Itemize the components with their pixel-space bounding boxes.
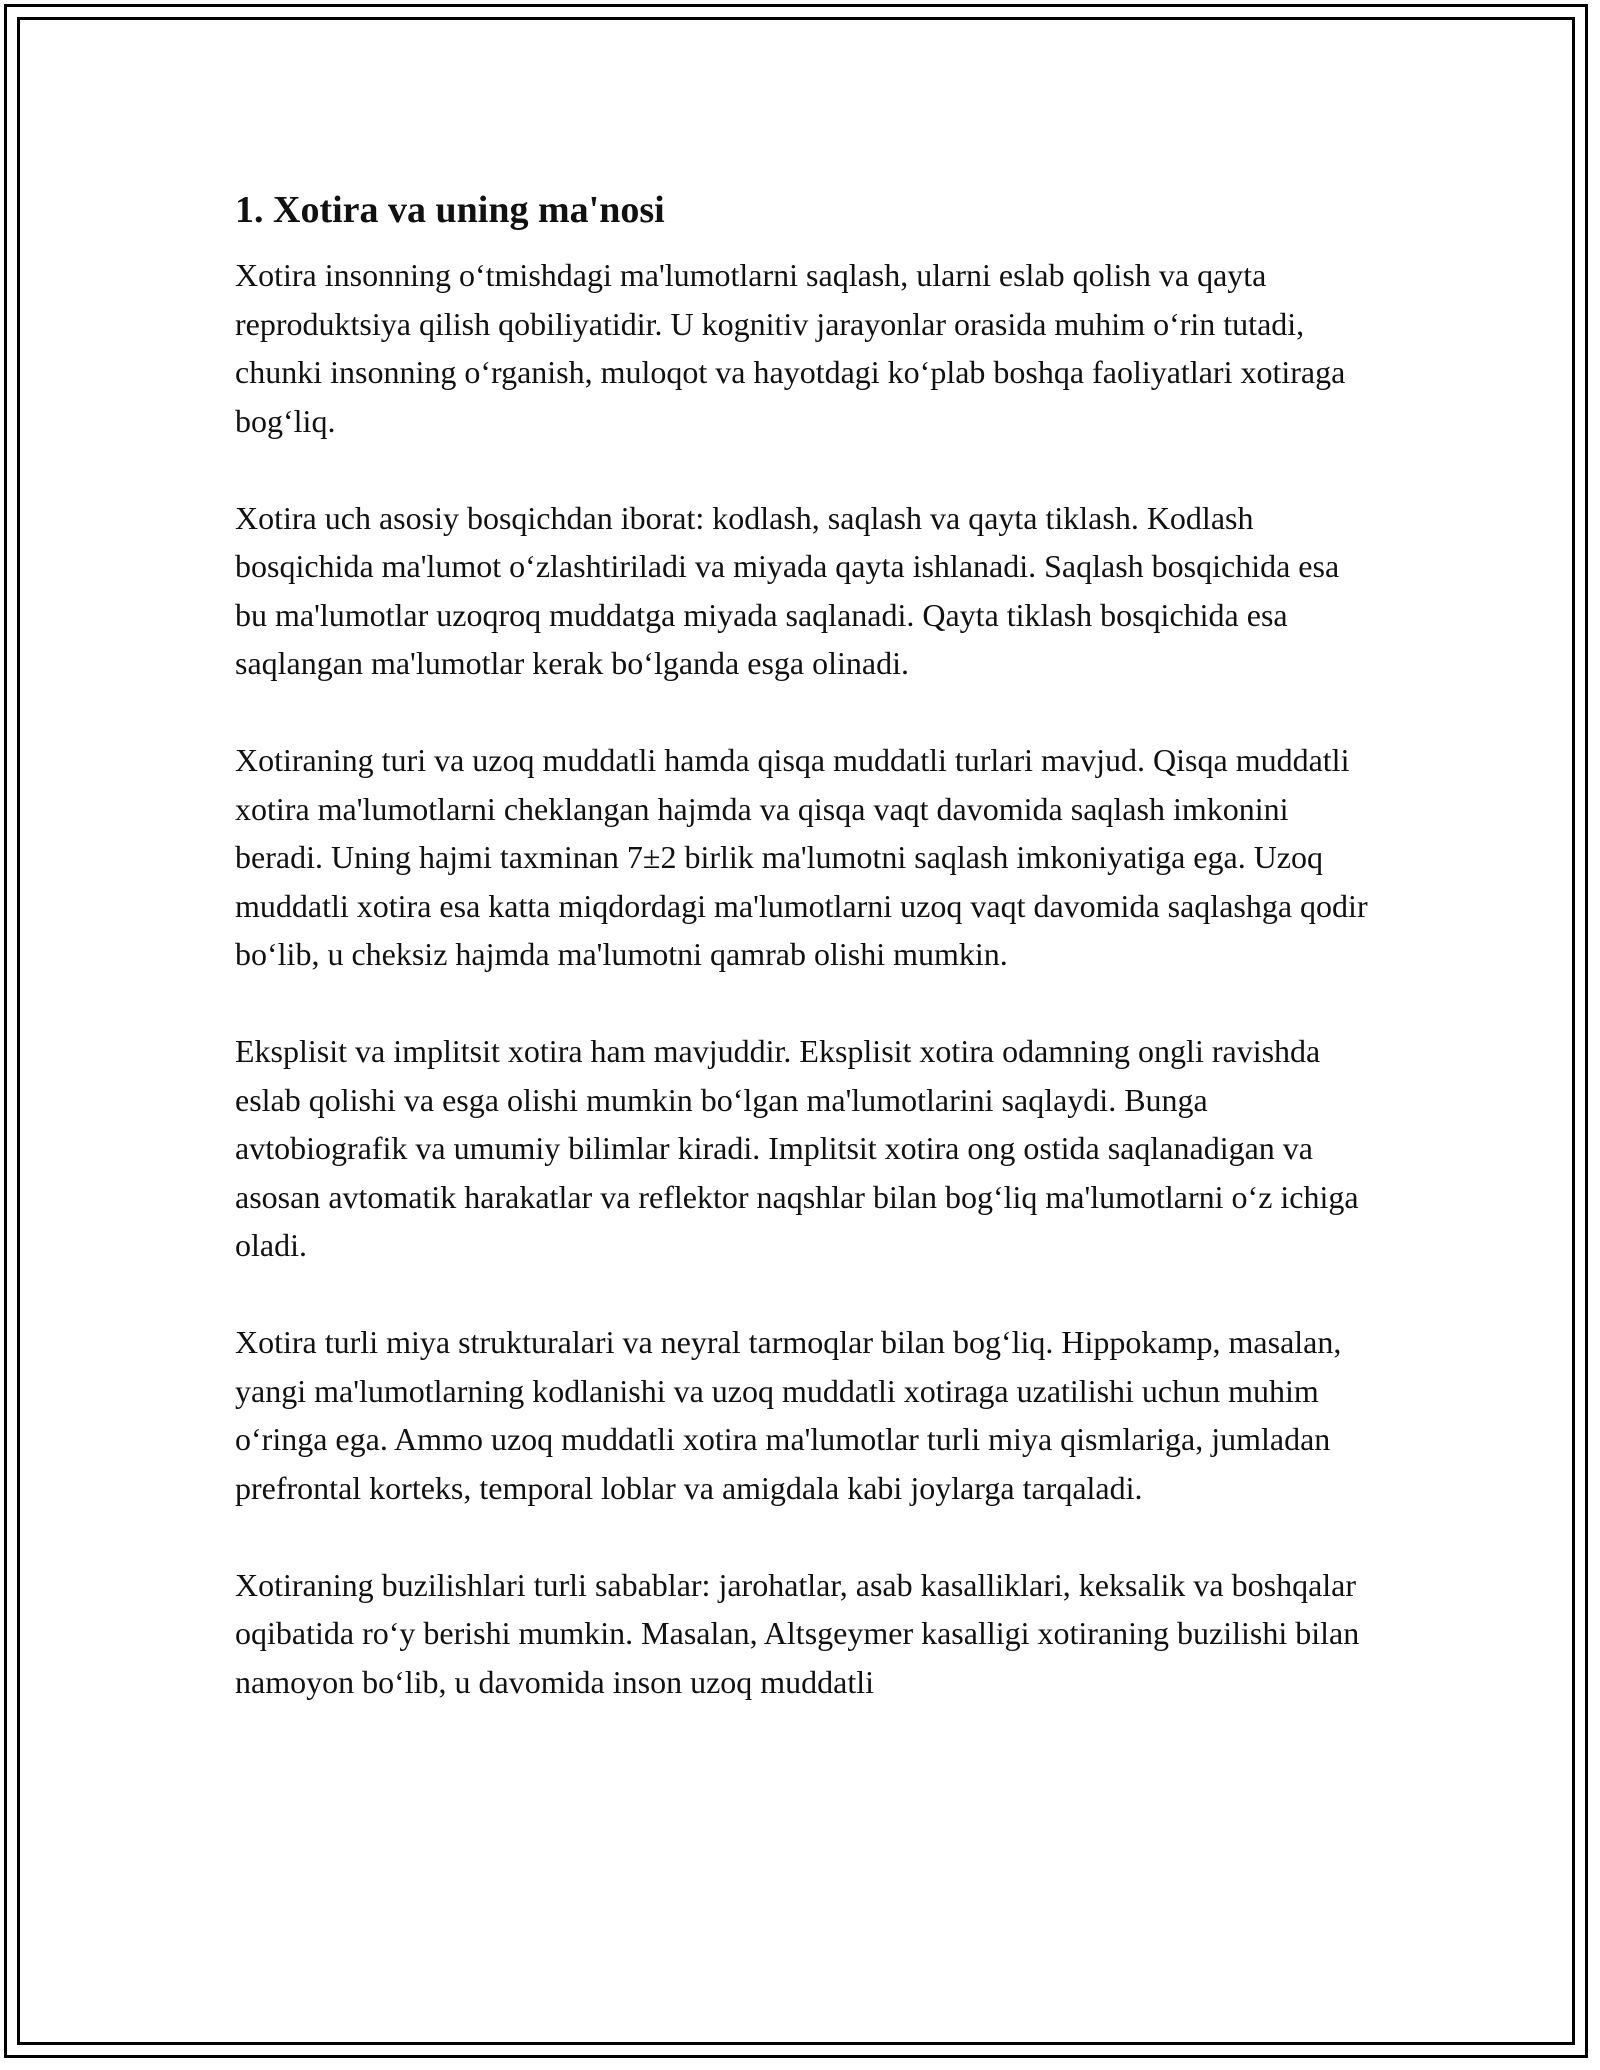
paragraph-brain-structures: Xotira turli miya strukturalari va neyral tarmoqlar bilan bog‘liq. Hippokamp, masalan, yangi ma'lumotlarning kodlanishi va uzoq muddatli xotiraga uzatilishi uchun muhim o‘ringa ega. Ammo uzoq muddatli xotira ma'lumotlar turli miya qismlariga, jumladan prefrontal korteks, temporal loblar va amigdala kabi joylarga tarqaladi. xyxy=(235,1324,1342,1506)
paragraph-memory-disorders: Xotiraning buzilishlari turli sabablar: jarohatlar, asab kasalliklari, keksalik va boshqalar oqibatida ro‘y berishi mumkin. Masalan, Altsgeymer kasalligi xotiraning buzilishi bilan namoyon bo‘lib, u davomida inson uzoq muddatli xyxy=(235,1566,1360,1700)
paragraph-memory-definition: Xotira insonning o‘tmishdagi ma'lumotlarni saqlash, ularni eslab qolish va qayta reproduktsiya qilish qobiliyatidir. U kognitiv jarayonlar orasida muhim o‘rin tutadi, chunki insonning o‘rganish, muloqot va hayotdagi ko‘plab boshqa faoliyatlari xotiraga bog‘liq. xyxy=(235,257,1346,439)
paragraph-memory-stages: Xotira uch asosiy bosqichdan iborat: kodlash, saqlash va qayta tiklash. Kodlash bosqichida ma'lumot o‘zlashtiriladi va miyada qayta ishlanadi. Saqlash bosqichida esa bu ma'lumotlar uzoqroq muddatga miyada saqlanadi. Qayta tiklash bosqichida esa saqlangan ma'lumotlar kerak bo‘lganda esga olinadi. xyxy=(235,499,1340,681)
section-heading: 1. Xotira va uning ma'nosi xyxy=(235,189,665,231)
paragraph-memory-types: Xotiraning turi va uzoq muddatli hamda qisqa muddatli turlari mavjud. Qisqa muddatli xotira ma'lumotlarni cheklangan hajmda va qisqa vaqt davomida saqlash imkonini beradi. Uning hajmi taxminan 7±2 birlik ma'lumotni saqlash imkoniyatiga ega. Uzoq muddatli xotira esa katta miqdordagi ma'lumotlarni uzoq vaqt davomida saqlashga qodir bo‘lib, u cheksiz hajmda ma'lumotni qamrab olishi mumkin. xyxy=(235,742,1368,972)
paragraph-explicit-implicit: Eksplisit va implitsit xotira ham mavjuddir. Eksplisit xotira odamning ongli ravishda eslab qolishi va esga olishi mumkin bo‘lgan ma'lumotlarini saqlaydi. Bunga avtobiografik va umumiy bilimlar kiradi. Implitsit xotira ong ostida saqlanadigan va asosan avtomatik harakatlar va reflektor naqshlar bilan bog‘liq ma'lumotlarni o‘z ichiga oladi. xyxy=(235,1033,1359,1263)
document-body xyxy=(235,185,1375,1706)
